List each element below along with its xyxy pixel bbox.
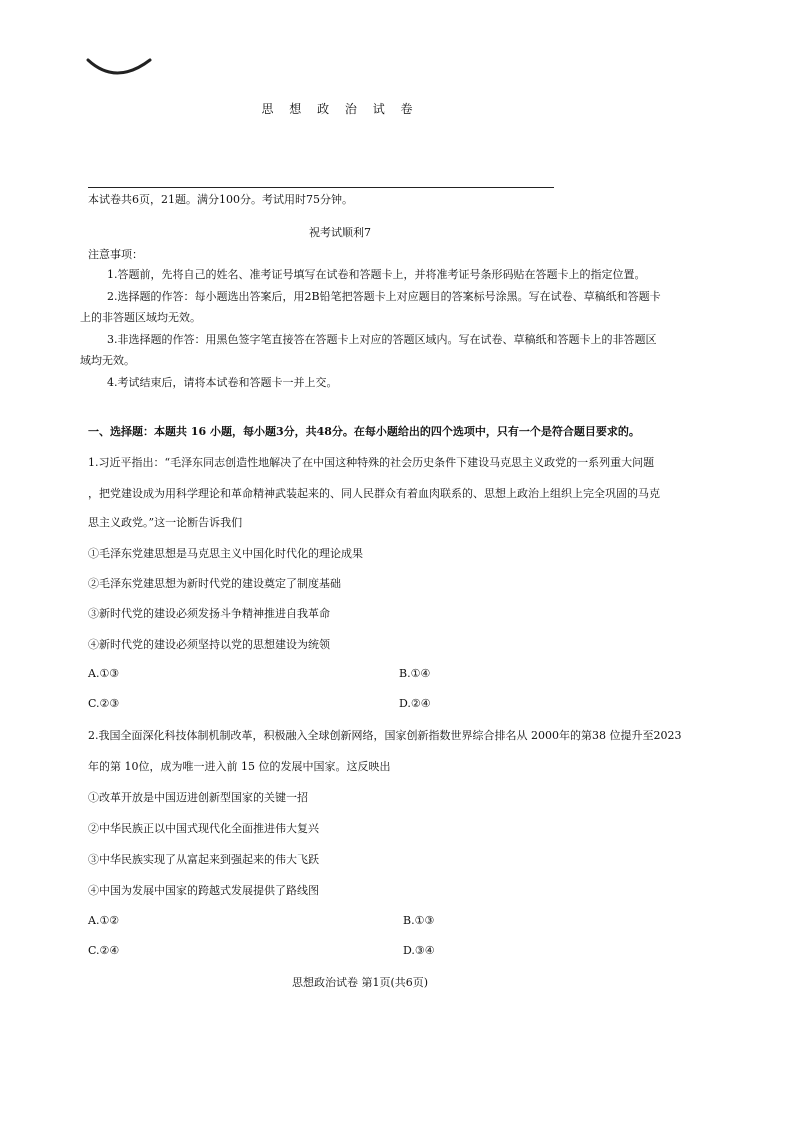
- q1-option-d: D.②④: [399, 697, 431, 710]
- q2-stem-line: 2.我国全面深化科技体制机制改革，积极融入全球创新网络，国家创新指数世界综合排名从 2000年的第38 位提升至2023: [88, 729, 682, 742]
- q1-stem-line: 思主义政党。”这一论断告诉我们: [88, 516, 243, 529]
- notice-item: 2.选择题的作答：每小题选出答案后，用2B铅笔把答题卡上对应题目的答案标号涂黑。写在试卷、草稿纸和答题卡: [107, 290, 661, 303]
- q1-option-a: A.①③: [88, 667, 120, 680]
- q2-statement: ④中国为发展中国家的跨越式发展提供了路线图: [88, 884, 319, 897]
- q1-statement: ②毛泽东党建思想为新时代党的建设奠定了制度基础: [88, 577, 341, 590]
- q1-stem-line: 1.习近平指出：“毛泽东同志创造性地解决了在中国这种特殊的社会历史条件下建设马克思主义政党的一系列重大问题: [88, 456, 655, 469]
- section-heading: 一、选择题：本题共 16 小题，每小题3分，共48分。在每小题给出的四个选项中，只有一个是符合题目要求的。: [88, 425, 640, 438]
- q1-option-b: B.①④: [399, 667, 431, 680]
- notice-item: 4.考试结束后，请将本试卷和答题卡一并上交。: [107, 376, 338, 389]
- q2-option-d: D.③④: [403, 944, 435, 957]
- notice-heading: 注意事项：: [88, 248, 143, 261]
- q2-option-a: A.①②: [88, 914, 120, 927]
- q1-option-c: C.②③: [88, 697, 120, 710]
- notice-item: 1.答题前，先将自己的姓名、准考证号填写在试卷和答题卡上，并将准考证号条形码贴在答题卡上的指定位置。: [107, 268, 646, 281]
- q2-statement: ①改革开放是中国迈进创新型国家的关键一招: [88, 791, 308, 804]
- notice-item: 上的非答题区域均无效。: [80, 311, 201, 324]
- q2-option-c: C.②④: [88, 944, 120, 957]
- q1-statement: ④新时代党的建设必须坚持以党的思想建设为统领: [88, 638, 330, 651]
- header-rule: [88, 187, 554, 188]
- q1-statement: ①毛泽东党建思想是马克思主义中国化时代化的理论成果: [88, 547, 363, 560]
- exam-info: 本试卷共6页，21题。满分100分。考试用时75分钟。: [88, 193, 353, 206]
- wish-text: 祝考试顺利7: [309, 226, 371, 239]
- page-footer: 思想政治试卷 第1页(共6页): [291, 976, 429, 989]
- notice-item: 3.非选择题的作答：用黑色签字笔直接答在答题卡上对应的答题区域内。写在试卷、草稿纸和答题卡上的非答题区: [107, 333, 657, 346]
- q1-stem-line: ，把党建设成为用科学理论和革命精神武装起来的、同人民群众有着血肉联系的、思想上政治上组织上完全巩固的马克: [88, 487, 660, 500]
- notice-item: 域均无效。: [80, 354, 135, 367]
- q1-statement: ③新时代党的建设必须发扬斗争精神推进自我革命: [88, 607, 330, 620]
- q2-statement: ③中华民族实现了从富起来到强起来的伟大飞跃: [88, 853, 319, 866]
- decorative-arc: [86, 52, 152, 76]
- q2-stem-line: 年的第 10位，成为唯一进入前 15 位的发展中国家。这反映出: [88, 760, 391, 773]
- q2-statement: ②中华民族正以中国式现代化全面推进伟大复兴: [88, 822, 319, 835]
- page-title: 思 想 政 治 试 卷: [261, 102, 419, 116]
- q2-option-b: B.①③: [403, 914, 435, 927]
